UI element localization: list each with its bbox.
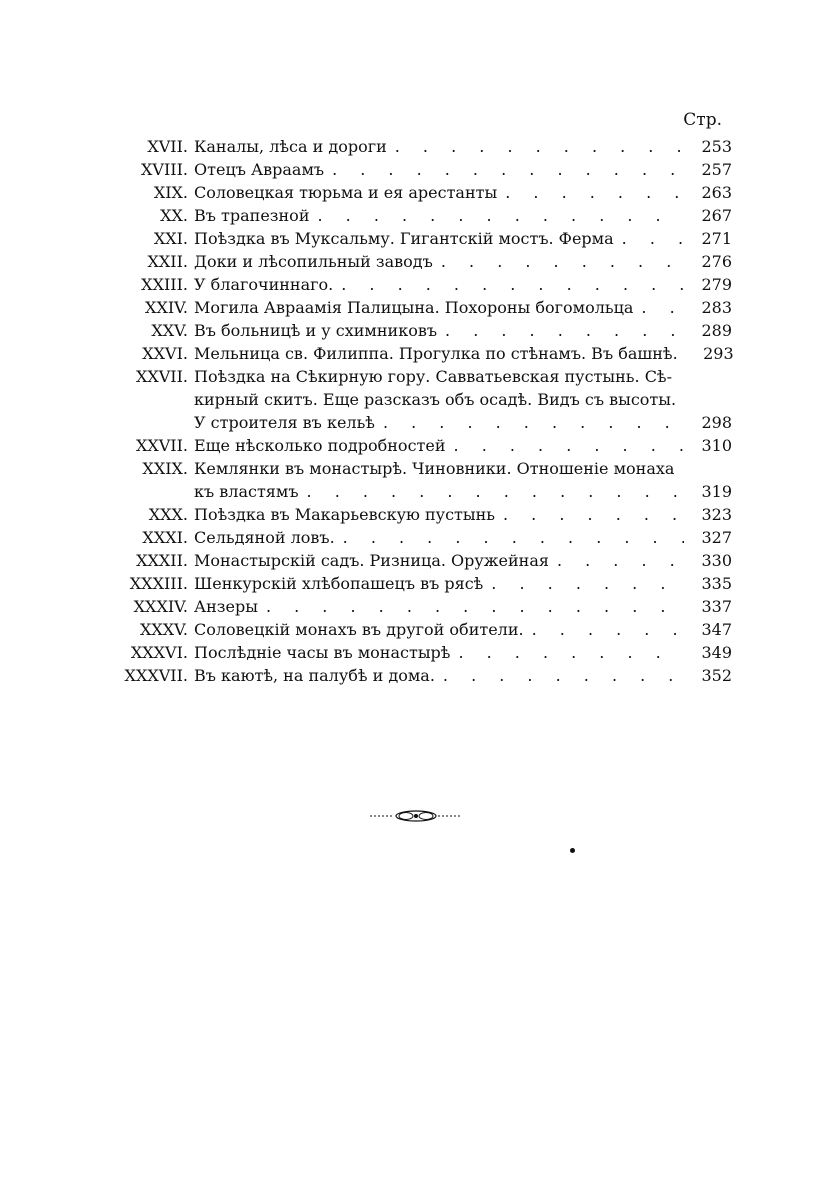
- dot-leader: [532, 618, 684, 641]
- chapter-title: [194, 227, 732, 250]
- chapter-page-number: 349: [701, 643, 732, 662]
- chapter-numeral: XXXIV.: [133, 597, 188, 616]
- chapter-numeral: XXIV.: [145, 298, 188, 317]
- chapter-title-line: У благочиннаго. . . . 279: [194, 273, 732, 296]
- dot-leader: [505, 181, 684, 204]
- chapter-title: [194, 273, 732, 296]
- dot-leader: [341, 273, 684, 296]
- chapter-title-line: Соловецкая тюрьма и ея арестанты . . . 263: [194, 181, 732, 204]
- chapter-page-number: 283: [701, 298, 732, 317]
- chapter-title: [194, 664, 732, 687]
- dot-leader: [445, 319, 684, 342]
- chapter-title-line: Кемлянки въ монастырѣ. Чиновники. Отношеніе монаха: [194, 459, 675, 478]
- dot-leader: [641, 296, 684, 319]
- chapter-page-number: 335: [701, 574, 732, 593]
- chapter-title-line: кирный скитъ. Еще разсказъ объ осадѣ. Видъ съ высоты.: [194, 390, 677, 409]
- dot-leader: [491, 572, 684, 595]
- chapter-title: [194, 641, 732, 664]
- chapter-page-number: 310: [701, 436, 732, 455]
- chapter-numeral: XIX.: [153, 183, 188, 202]
- chapter-title: [194, 204, 732, 227]
- chapter-title: [194, 296, 732, 319]
- chapter-page-number: 352: [701, 666, 732, 685]
- chapter-numeral: XXXII.: [136, 551, 188, 570]
- dot-leader: [503, 503, 684, 526]
- toc-entry: [110, 158, 732, 181]
- toc-entry: [110, 641, 732, 664]
- chapter-page-number: 267: [701, 206, 732, 225]
- dot-leader: [441, 250, 684, 273]
- chapter-page-number: 337: [701, 597, 732, 616]
- chapter-page-number: 279: [701, 275, 732, 294]
- chapter-title: [194, 158, 732, 181]
- toc-entry: [110, 319, 732, 342]
- chapter-title-line: Доки и лѣсопильный заводъ . . . 276: [194, 250, 732, 273]
- chapter-numeral: XX.: [160, 206, 188, 225]
- chapter-title-line: къ властямъ . . . 319: [194, 480, 732, 503]
- chapter-title: [194, 319, 732, 342]
- chapter-title-line: Послѣдніе часы въ монастырѣ . . . 349: [194, 641, 732, 664]
- chapter-title-line: Мельница св. Филиппа. Прогулка по стѣнамъ. Въ башнѣ. 293: [194, 344, 734, 363]
- chapter-numeral: XXI.: [153, 229, 188, 248]
- chapter-title-line: Въ больницѣ и у схимниковъ . . . 289: [194, 319, 732, 342]
- chapter-page-number: 323: [701, 505, 732, 524]
- chapter-numeral: XXVI.: [142, 344, 188, 363]
- dot-leader: [458, 641, 684, 664]
- page-column-label: Стр.: [683, 110, 722, 130]
- toc-entry: [110, 342, 732, 365]
- chapter-title-line: Отецъ Авраамъ . . . 257: [194, 158, 732, 181]
- toc-entry: [110, 135, 732, 158]
- toc-entry: [110, 227, 732, 250]
- chapter-numeral: XXXVII.: [124, 666, 188, 685]
- chapter-page-number: 276: [701, 252, 732, 271]
- chapter-page-number: 271: [701, 229, 732, 248]
- chapter-title-line: Поѣздка въ Макарьевскую пустынь . . . 323: [194, 503, 732, 526]
- chapter-numeral: XXXI.: [142, 528, 188, 547]
- chapter-title-line: Въ трапезной . . . 267: [194, 204, 732, 227]
- toc-entry: [110, 572, 732, 595]
- dot-leader: [317, 204, 684, 227]
- chapter-page-number: 257: [701, 160, 732, 179]
- chapter-numeral: XXVII.: [135, 436, 188, 455]
- chapter-title-line: Шенкурскій хлѣбопашецъ въ рясѣ . . . 335: [194, 572, 732, 595]
- chapter-title-line: Поѣздка въ Муксальму. Гигантскій мостъ. Ферма . . . 271: [194, 227, 732, 250]
- dot-leader: [395, 135, 684, 158]
- toc-entry: [110, 365, 732, 434]
- chapter-title-line: Сельдяной ловъ. . . . 327: [194, 526, 732, 549]
- dot-leader: [454, 434, 684, 457]
- chapter-numeral: XVII.: [147, 137, 188, 156]
- chapter-title: [194, 526, 732, 549]
- dot-leader: [557, 549, 684, 572]
- toc-entry: [110, 664, 732, 687]
- chapter-title-line: Монастырскій садъ. Ризница. Оружейная . . . 330: [194, 549, 732, 572]
- chapter-numeral: XXXIII.: [129, 574, 188, 593]
- chapter-title-line: Каналы, лѣса и дороги . . . 253: [194, 135, 732, 158]
- chapter-title-line: Могила Авраамія Палицына. Похороны богомольца . . . 283: [194, 296, 732, 319]
- chapter-page-number: 263: [701, 183, 732, 202]
- chapter-numeral: XXIII.: [141, 275, 188, 294]
- dot-leader: [383, 411, 684, 434]
- chapter-page-number: 330: [701, 551, 732, 570]
- table-of-contents: [110, 135, 732, 687]
- dot-leader: [332, 158, 684, 181]
- chapter-title: [194, 365, 732, 434]
- chapter-title: [194, 181, 732, 204]
- chapter-title: [194, 549, 732, 572]
- chapter-title: [194, 457, 732, 503]
- chapter-title: [194, 434, 732, 457]
- chapter-page-number: 253: [701, 137, 732, 156]
- chapter-title: [194, 342, 732, 365]
- chapter-page-number: 289: [701, 321, 732, 340]
- chapter-title-line: Поѣздка на Сѣкирную гору. Савватьевская пустынь. Сѣ-: [194, 367, 672, 386]
- chapter-title-line: У строителя въ кельѣ . . . 298: [194, 411, 732, 434]
- chapter-title: [194, 135, 732, 158]
- chapter-page-number: 347: [701, 620, 732, 639]
- toc-entry: [110, 503, 732, 526]
- chapter-numeral: XXVII.: [135, 367, 188, 386]
- chapter-title-line: Въ каютѣ, на палубѣ и дома. . . . 352: [194, 664, 732, 687]
- chapter-numeral: XVIII.: [141, 160, 188, 179]
- chapter-title: [194, 503, 732, 526]
- chapter-numeral: XXIX.: [142, 459, 188, 478]
- toc-entry: [110, 595, 732, 618]
- decorative-ornament: [368, 808, 464, 824]
- chapter-page-number: 298: [701, 413, 732, 432]
- chapter-page-number: 293: [703, 344, 734, 363]
- toc-entry: [110, 457, 732, 503]
- chapter-numeral: XXX.: [148, 505, 188, 524]
- toc-entry: [110, 273, 732, 296]
- chapter-numeral: XXXVI.: [130, 643, 188, 662]
- chapter-title: [194, 572, 732, 595]
- dot-leader: [443, 664, 684, 687]
- toc-entry: [110, 434, 732, 457]
- chapter-title: [194, 250, 732, 273]
- toc-entry: [110, 618, 732, 641]
- toc-entry: [110, 181, 732, 204]
- toc-entry: [110, 204, 732, 227]
- chapter-title: [194, 618, 732, 641]
- chapter-title-line: Анзеры . . . 337: [194, 595, 732, 618]
- chapter-title-line: Соловецкій монахъ въ другой обители. . . . 347: [194, 618, 732, 641]
- dot-leader: [266, 595, 684, 618]
- chapter-title-line: Еще нѣсколько подробностей . . . 310: [194, 434, 732, 457]
- toc-entry: [110, 250, 732, 273]
- toc-entry: [110, 296, 732, 319]
- dot-leader: [307, 480, 684, 503]
- ink-spot: [570, 848, 575, 853]
- chapter-page-number: 319: [701, 482, 732, 501]
- chapter-title: [194, 595, 732, 618]
- dot-leader: [343, 526, 684, 549]
- chapter-page-number: 327: [701, 528, 732, 547]
- toc-entry: [110, 549, 732, 572]
- chapter-numeral: XXII.: [147, 252, 188, 271]
- toc-entry: [110, 526, 732, 549]
- chapter-numeral: XXV.: [151, 321, 188, 340]
- chapter-numeral: XXXV.: [139, 620, 188, 639]
- dot-leader: [622, 227, 684, 250]
